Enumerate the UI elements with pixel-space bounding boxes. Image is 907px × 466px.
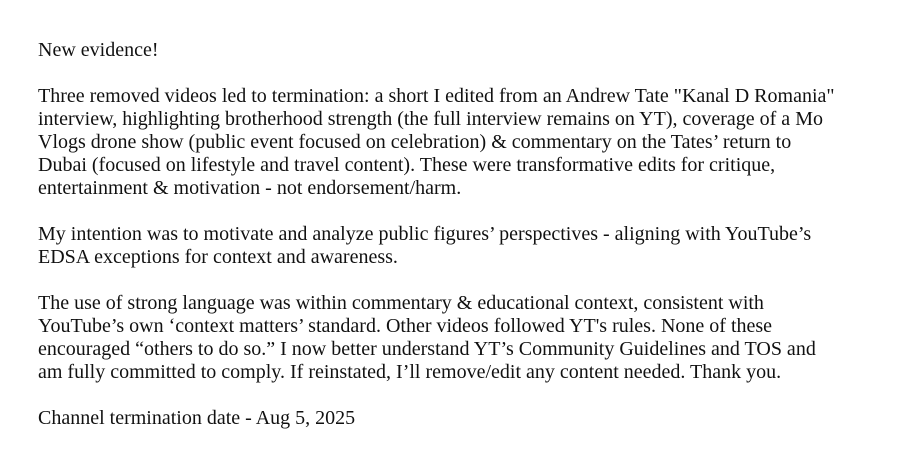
paragraph-2-line-2: EDSA exceptions for context and awareness. bbox=[38, 246, 398, 268]
paragraph-3-line-2: YouTube’s own ‘context matters’ standard. Other videos followed YT's rules. None of these bbox=[38, 315, 773, 337]
paragraph-1-line-1: Three removed videos led to termination: a short I edited from an Andrew Tate "Kanal D Romania" bbox=[38, 85, 835, 107]
termination-date-line bbox=[38, 407, 848, 430]
heading-line bbox=[38, 39, 848, 62]
paragraph-3-line-3: encouraged “others to do so.” I now better understand YT’s Community Guidelines and TOS and bbox=[38, 338, 816, 360]
appeal-document bbox=[38, 39, 848, 430]
paragraph-removed-videos bbox=[38, 85, 848, 200]
paragraph-3-line-1: The use of strong language was within commentary & educational context, consistent with bbox=[38, 292, 764, 314]
paragraph-2-line-1: My intention was to motivate and analyze public figures’ perspectives - aligning with YouTube’s bbox=[38, 223, 812, 245]
paragraph-1-line-3: Vlogs drone show (public event focused on celebration) & commentary on the Tates’ return to bbox=[38, 131, 792, 153]
paragraph-language-context bbox=[38, 292, 848, 384]
termination-date-text: Channel termination date - Aug 5, 2025 bbox=[38, 407, 356, 429]
paragraph-3-line-4: am fully committed to comply. If reinstated, I’ll remove/edit any content needed. Thank you. bbox=[38, 361, 782, 383]
heading-text: New evidence! bbox=[38, 39, 159, 61]
paragraph-intention bbox=[38, 223, 848, 269]
paragraph-1-line-4: Dubai (focused on lifestyle and travel content). These were transformative edits for critique, bbox=[38, 154, 776, 176]
paragraph-1-line-5: entertainment & motivation - not endorsement/harm. bbox=[38, 177, 462, 199]
paragraph-1-line-2: interview, highlighting brotherhood strength (the full interview remains on YT), coverage of a Mo bbox=[38, 108, 823, 130]
